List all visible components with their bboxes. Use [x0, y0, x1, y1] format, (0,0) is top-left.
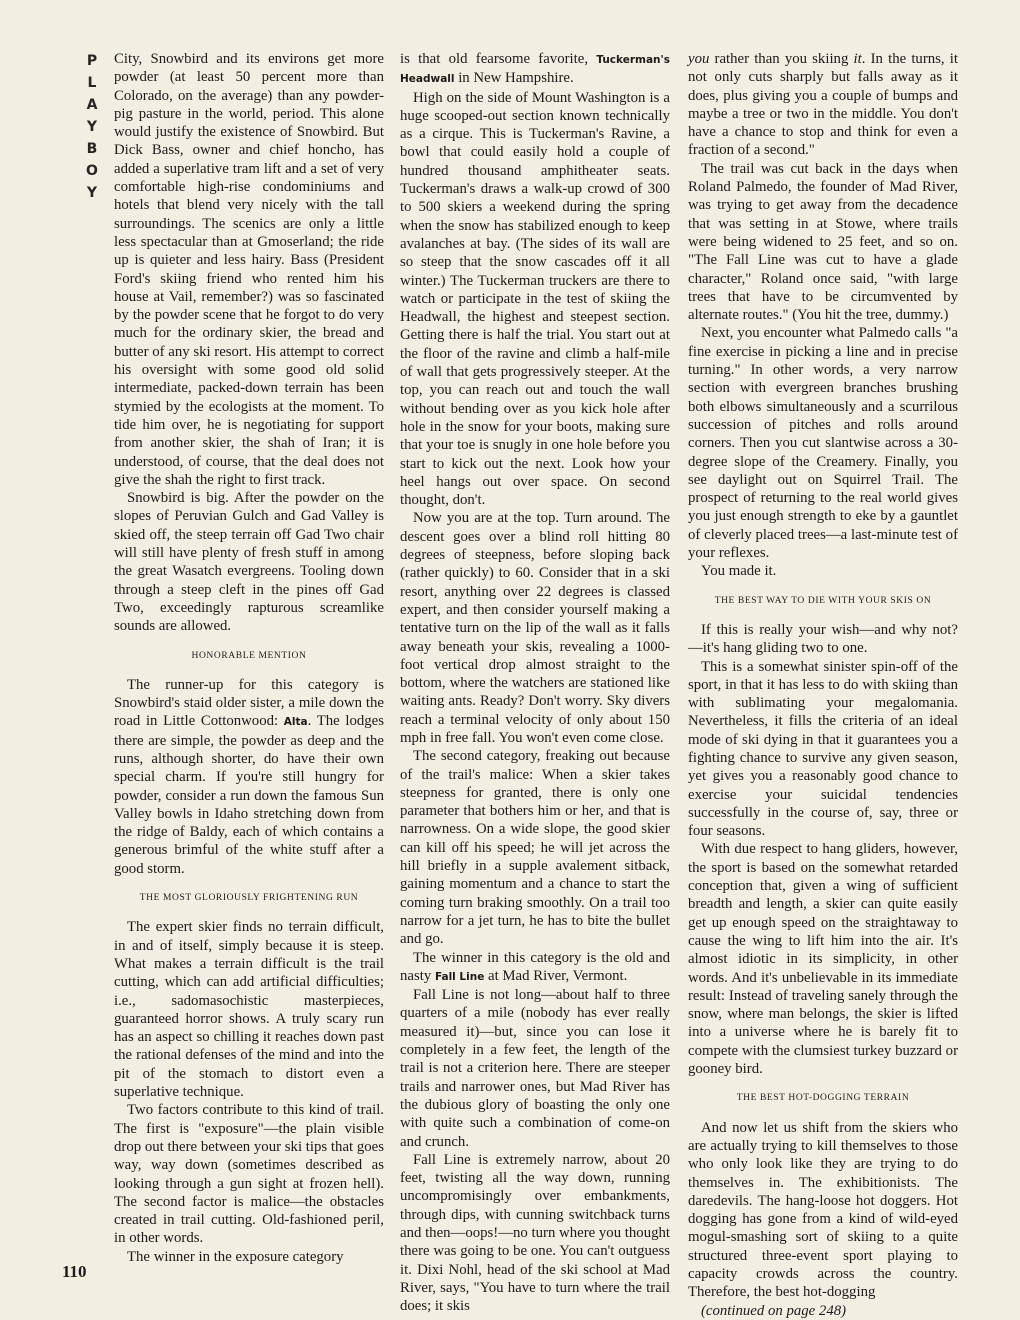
- paragraph: Next, you encounter what Palmedo calls "a fine exercise in picking a line and in precise turning." In other words, a very narrow section with evergreen branches brushing both elbows simultaneously and a scurrilous succession of pitches and rolls around corners. Then you cut slantwise across a 30-degree slope of the Creamery. Finally, you see daylight out on Squirrel Trail. The prospect of returning to the real world gives you just enough strength to eke by a gauntlet of cleverly placed trees—a last-minute test of your reflexes.: [688, 325, 958, 562]
- text-run: at Mad River, Vermont.: [484, 967, 628, 984]
- text-run: you: [688, 51, 710, 67]
- logo-letter: A: [86, 97, 98, 113]
- text-run: . In the turns, it not only cuts sharply but falls away as it does, plus giving you a couple of bumps and maybe a tree or two in the middle. You don't have a chance to stop and think for even a fraction of a second.": [688, 51, 958, 159]
- text-run: it: [853, 51, 862, 67]
- paragraph: Now you are at the top. Turn around. The descent goes over a blind roll hitting 80 degrees of steepness, before sloping back (rather quickly) to 60. Consider that in a ski resort, anything over 22 degrees is classed expert, and then consider yourself making a tentative turn on the lip of the wall as it falls away beneath your skis, revealing a 1000-foot vertical drop almost straight to the bottom, where the watchers are stationed like waiting ants. Ready? Don't worry. Sky divers reach a terminal velocity of only about 150 mph in free fall. You won't even come close.: [400, 510, 670, 746]
- logo-letter: O: [86, 163, 98, 179]
- paragraph: City, Snowbird and its environs get more powder (at least 50 percent more than Colorado, on the average) than any powder-pig pasture in the world, period. This alone would justify the existence of Snowbird. But Dick Bass, owner and chief honcho, has added a superlative tram lift and a set of very comfortable high-rise condominiums and hotels that blend very nicely with the tall surroundings. The scenics are only a little less spectacular than at Gmoserland; the ride up is quieter and less hairy. Bass (President Ford's skiing friend who rented him his house at Vail, remember?) was so fascinated by the powder scene that he forgot to do very much for the ordinary skier, the bread and butter of any ski resort. His attempt to correct his oversight with some good old solid intermediate, packed-down terrain has been stymied by the ecologists at the moment. To tide him over, he is negotiating for support from another skier, the shah of Iran; it is understood, of course, that the deal does not give the shah the right to first track.: [114, 51, 384, 488]
- paragraph: [400, 949, 670, 987]
- logo-letter: Y: [86, 185, 98, 201]
- place-name: Alta: [283, 716, 308, 729]
- paragraph: Fall Line is not long—about half to three quarters of a mile (nobody has ever really measured it)—but, since you can lose it completely in a few feet, the length of the trail is not a criterion here. There are steeper trails and narrower ones, but Mad River has the dubious glory of boasting the only one with quite such a combination of come-on and crunch.: [400, 987, 670, 1150]
- paragraph: [114, 676, 384, 878]
- paragraph: If this is really your wish—and why not?—it's hang gliding two to one.: [688, 621, 958, 657]
- paragraph: [400, 50, 670, 89]
- text-run: in New Hampshire.: [454, 70, 574, 87]
- paragraph: [688, 50, 958, 160]
- section-heading: THE MOST GLORIOUSLY FRIGHTENING RUN: [139, 893, 359, 904]
- playboy-vertical-logo: [82, 50, 102, 204]
- column-2: [400, 50, 670, 1315]
- paragraph: High on the side of Mount Washington is a huge scooped-out section known technically as a cirque. This is Tuckerman's Ravine, a bowl that could easily hold a couple of hundred thousand amphitheater seats. Tuckerman's draws a walk-up crowd of 300 to 500 skiers a weekend during the spring when the snow has stabilized enough to keep avalanches at bay. (The sides of its wall are so steep that the snow cascades off it all winter.) The Tuckerman truckers are there to watch or participate in the test of skiing the Headwall, the highest and steepest section. Getting there is half the trial. You start out at the floor of the ravine and climb a half-mile of wall that gets progressively steeper. At the top, you can reach out and touch the wall without bending over as you kick hole after hole in the snow for your boots, making sure that your toe is snugly in one hole before you start to kick out the next. Look how your heel hangs out over space. On second thought, don't.: [400, 89, 670, 509]
- paragraph: Snowbird is big. After the powder on the slopes of Peruvian Gulch and Gad Valley is skied off, the steep terrain off Gad Two chair will still have plenty of fresh stuff in among the great Wasatch evergreens. Tooling down through a steep cleft in the pines off Gad Two, exceedingly rapturous screamlike sounds are allowed.: [114, 490, 384, 635]
- paragraph: You made it.: [701, 563, 777, 580]
- paragraph: With due respect to hang gliders, however, the sport is based on the somewhat retarded conception that, given a wing of sufficient breadth and length, a skier can quite easily get up enough speed on the straightaway to cause the wing to lift him into the air. It's almost idiotic in its simplicity, in other words. And it's unbelievable in its immediate result: Instead of traveling sanely through the snow, where man belongs, the skier is lifted into a universe where he is barely fit to compete with the clumsiest turkey buzzard or gooney bird.: [688, 841, 958, 1078]
- page-number: 110: [62, 1262, 87, 1281]
- paragraph: The trail was cut back in the days when Roland Palmedo, the founder of Mad River, was trying to get away from the decadence that was setting in at Stowe, where trails were being widened to 25 feet, and so on. "The Fall Line was cut to have a glade character," Roland once said, "with large trees that have to be circumvented by alternate routes." (You hit the tree, dummy.): [688, 160, 958, 324]
- paragraph: Fall Line is extremely narrow, about 20 feet, twisting all the way down, running uncompromisingly over embankments, through dips, with cunning switchback turns and then—oops!—no turn where you thought there was going to be one. You can't outguess it. Dixi Nohl, head of the ski school at Mad River, says, "You have to turn where the trail does; it skis: [400, 1151, 670, 1315]
- logo-letter: Y: [86, 119, 98, 135]
- column-3: [688, 50, 958, 1320]
- section-heading: THE BEST HOT-DOGGING TERRAIN: [736, 1093, 910, 1104]
- text-run: is that old fearsome favorite,: [400, 51, 597, 67]
- paragraph: And now let us shift from the skiers who are actually trying to kill themselves to those who only look like they are trying to do themselves in. The exhibitionists. The daredevils. The hang-loose hot doggers. Hot dogging has gone from a kind of wild-eyed mogul-smashing sort of skiing to a quite structured three-event sport playing to capacity crowds across the country. Therefore, the best hot-dogging: [688, 1119, 958, 1301]
- section-heading: THE BEST WAY TO DIE WITH YOUR SKIS ON: [714, 595, 932, 606]
- paragraph: This is a somewhat sinister spin-off of the sport, in that it has less to do with skiing than with sublimating your megalomania. Nevertheless, it fills the criteria of an ideal mode of ski dying in that it guarantees you a fighting chance to survive any given season, yet gives you a reasonably good chance to exercise your suicidal tendencies successfully in the course of, say, three or four seasons.: [688, 658, 958, 840]
- continued-note: (continued on page 248): [701, 1302, 847, 1319]
- text-run: . The lodges there are simple, the powder as deep and the runs, although shorter, do have their own special charm. If you're still hungry for powder, consider a run down the famous Sun Valley bowls in Idaho stretching down from the ridge of Baldy, each of which contains a generous brimful of the white stuff after a good storm.: [114, 713, 384, 877]
- paragraph: The expert skier finds no terrain difficult, in and of itself, simply because it is steep. What makes a terrain difficult is the trail cutting, which can add artificial difficulties; i.e., sadomasochistic masterpieces, guaranteed horror shows. A truly scary run has an aspect so chilling it reaches down past the rational defenses of the mind and into the pit of the stomach to distort even a superlative technique.: [114, 919, 384, 1101]
- text-run: rather than you skiing: [709, 51, 854, 67]
- column-1: [114, 50, 384, 1266]
- text-run: The runner-up for this category is Snowbird's staid older sister, a mile down the road in Little Cottonwood:: [114, 676, 384, 730]
- paragraph: Two factors contribute to this kind of trail. The first is "exposure"—the plain visible drop out there between your ski tips that goes way, way down (sometimes described as looking through a gun sight at frozen hell). The second factor is malice—the obstacles created in trail cutting. Old-fashioned peril, in other words.: [114, 1102, 384, 1247]
- logo-letter: L: [87, 75, 97, 91]
- paragraph: The winner in the exposure category: [127, 1248, 344, 1265]
- text-run: The winner in this category is the old and nasty: [400, 949, 670, 984]
- place-name: Tuckerman's Headwall: [400, 54, 670, 86]
- logo-letter: P: [86, 53, 98, 69]
- section-heading: HONORABLE MENTION: [191, 650, 307, 661]
- logo-letter: B: [86, 141, 98, 157]
- place-name: Fall Line: [434, 970, 485, 983]
- paragraph: The second category, freaking out because of the trail's malice: When a skier takes steepness for granted, there is only one parameter that bothers him or her, and that is narrowness. On a wide slope, the good skier can kill off his speed; he will jet across the hill briefly in a supple avalement sitback, gaining momentum and a chance to start the coming turn braking smoothly. On a trail too narrow for a jet turn, he has to bite the bullet and go.: [400, 748, 670, 948]
